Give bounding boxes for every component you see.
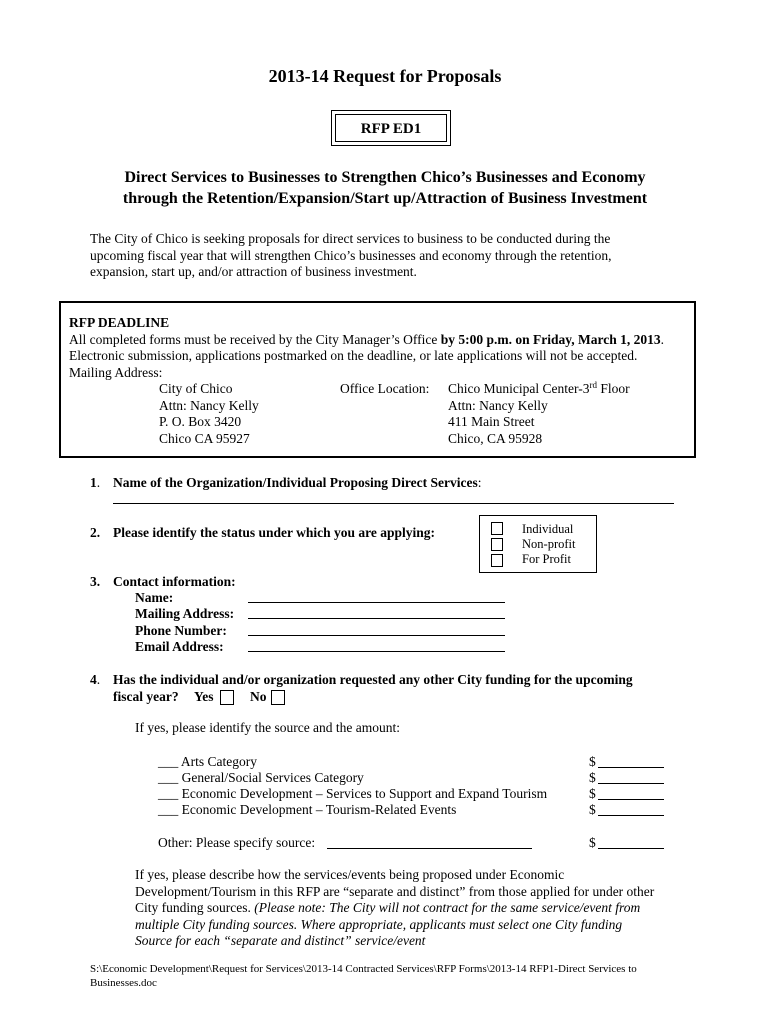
source-general-social: ___ General/Social Services Category xyxy=(158,770,364,785)
q4-dot: . xyxy=(96,672,101,687)
deadline-line-2: Electronic submission, applications postmarked on the deadline, or late applications will not be accepted. xyxy=(69,348,638,363)
mailing-address xyxy=(159,381,259,447)
yes-label: Yes xyxy=(194,689,214,704)
question-2-text: Please identify the status under which you are applying: xyxy=(113,525,436,540)
dollar-sign: $ xyxy=(589,835,596,850)
other-source-field[interactable] xyxy=(327,848,532,849)
q4-num: 4 xyxy=(90,672,97,687)
if-yes-instruction: If yes, please identify the source and the amount: xyxy=(135,720,401,735)
office-location xyxy=(448,381,630,447)
deadline-line-1 xyxy=(69,332,688,349)
contact-mailing-label: Mailing Address: xyxy=(135,606,235,621)
deadline-text: All completed forms must be received by the City Manager’s Office xyxy=(69,331,441,347)
yes-checkbox[interactable] xyxy=(220,690,234,705)
office-floor: Floor xyxy=(596,381,630,396)
amount-general-field[interactable] xyxy=(598,783,664,784)
describe-line-2: Development/Tourism in this RFP are “separate and distinct” from those applied for under other xyxy=(135,884,655,899)
mailing-line: Chico CA 95927 xyxy=(159,430,250,446)
deadline-box xyxy=(59,301,696,458)
contact-name-label: Name: xyxy=(135,590,174,605)
intro-line: expansion, start up, and/or attraction of business investment. xyxy=(90,264,417,279)
source-econ-tourism-support: ___ Economic Development – Services to Support and Expand Tourism xyxy=(158,786,548,801)
individual-checkbox[interactable] xyxy=(491,522,503,535)
status-options-box xyxy=(479,515,597,573)
footer-line: S:\Economic Development\Request for Services\2013-14 Contracted Services\RFP Forms\2013-14 RFP1-Direct Services to xyxy=(90,963,637,975)
office-building: Chico Municipal Center-3 xyxy=(448,381,590,396)
mailing-line: P. O. Box 3420 xyxy=(159,414,242,429)
q1-num: 1 xyxy=(90,475,97,490)
question-1-text xyxy=(113,475,482,492)
intro-line: upcoming fiscal year that will strengthen Chico’s businesses and economy through the retention, xyxy=(90,247,612,263)
question-4-line-1: Has the individual and/or organization requested any other City funding for the upcoming xyxy=(113,672,633,687)
question-4-line-2: fiscal year? xyxy=(113,689,179,704)
heading-line-2: through the Retention/Expansion/Start up/Attraction of Business Investment xyxy=(122,190,648,207)
question-2-number: 2. xyxy=(90,525,101,540)
no-label: No xyxy=(250,689,267,704)
describe-text: City funding sources. xyxy=(135,900,255,915)
for-profit-label: For Profit xyxy=(522,552,571,566)
source-econ-tourism-events: ___ Economic Development – Tourism-Related Events xyxy=(158,802,457,817)
q1-label: Name of the Organization/Individual Proposing Direct Services xyxy=(113,475,478,490)
office-location-label: Office Location: xyxy=(340,381,430,396)
file-path-footer xyxy=(90,962,637,990)
contact-phone-label: Phone Number: xyxy=(135,623,227,638)
office-sup: rd xyxy=(589,380,597,390)
question-3-number: 3. xyxy=(90,574,101,589)
rfp-code-box xyxy=(331,110,451,146)
rfp-code: RFP ED1 xyxy=(335,114,447,142)
mailing-address-label: Mailing Address: xyxy=(69,364,163,380)
source-arts: ___ Arts Category xyxy=(158,754,257,769)
dollar-sign: $ xyxy=(589,786,596,801)
intro-paragraph xyxy=(90,231,690,281)
deadline-label: RFP DEADLINE xyxy=(69,315,170,330)
office-line xyxy=(448,381,630,398)
question-1-number xyxy=(90,475,100,492)
amount-other-field[interactable] xyxy=(598,848,664,849)
individual-label: Individual xyxy=(522,522,574,536)
describe-note: (Please note: The City will not contract for the same service/event from xyxy=(254,900,641,915)
question-3-text: Contact information: xyxy=(113,574,236,589)
contact-phone-field[interactable] xyxy=(248,635,505,636)
non-profit-checkbox[interactable] xyxy=(491,538,503,551)
q1-dot: . xyxy=(96,475,101,490)
contact-email-field[interactable] xyxy=(248,651,505,652)
footer-line: Businesses.doc xyxy=(90,977,157,989)
office-line: Chico, CA 95928 xyxy=(448,430,543,446)
describe-line-4: multiple City funding sources. Where appropriate, applicants must select one City funding xyxy=(135,917,623,932)
dollar-sign: $ xyxy=(589,754,596,769)
contact-email-label: Email Address: xyxy=(135,639,224,654)
amount-tourism-support-field[interactable] xyxy=(598,799,664,800)
describe-line-5: Source for each “separate and distinct” service/event xyxy=(135,933,426,948)
contact-mailing-field[interactable] xyxy=(248,618,505,619)
non-profit-label: Non-profit xyxy=(522,537,576,551)
contact-name-field[interactable] xyxy=(248,602,505,603)
mailing-line: City of Chico xyxy=(159,381,233,396)
office-line: Attn: Nancy Kelly xyxy=(448,397,548,413)
deadline-period: . xyxy=(660,331,665,347)
for-profit-checkbox[interactable] xyxy=(491,554,503,567)
organization-name-field[interactable] xyxy=(113,503,674,504)
page-title: 2013-14 Request for Proposals xyxy=(268,66,502,86)
amount-tourism-events-field[interactable] xyxy=(598,815,664,816)
office-line: 411 Main Street xyxy=(448,414,535,429)
describe-line-3 xyxy=(135,900,640,917)
intro-line: The City of Chico is seeking proposals for direct services to business to be conducted during the xyxy=(90,231,611,246)
amount-arts-field[interactable] xyxy=(598,767,664,768)
heading-line-1: Direct Services to Businesses to Strengthen Chico’s Businesses and Economy xyxy=(124,169,646,186)
mailing-line: Attn: Nancy Kelly xyxy=(159,397,259,413)
dollar-sign: $ xyxy=(589,802,596,817)
describe-line-1: If yes, please describe how the services/events being proposed under Economic xyxy=(135,867,565,882)
question-4-number xyxy=(90,672,100,689)
other-source-label: Other: Please specify source: xyxy=(158,835,316,850)
q1-colon: : xyxy=(477,475,482,490)
deadline-date: by 5:00 p.m. on Friday, March 1, 2013 xyxy=(440,331,661,347)
dollar-sign: $ xyxy=(589,770,596,785)
no-checkbox[interactable] xyxy=(271,690,285,705)
